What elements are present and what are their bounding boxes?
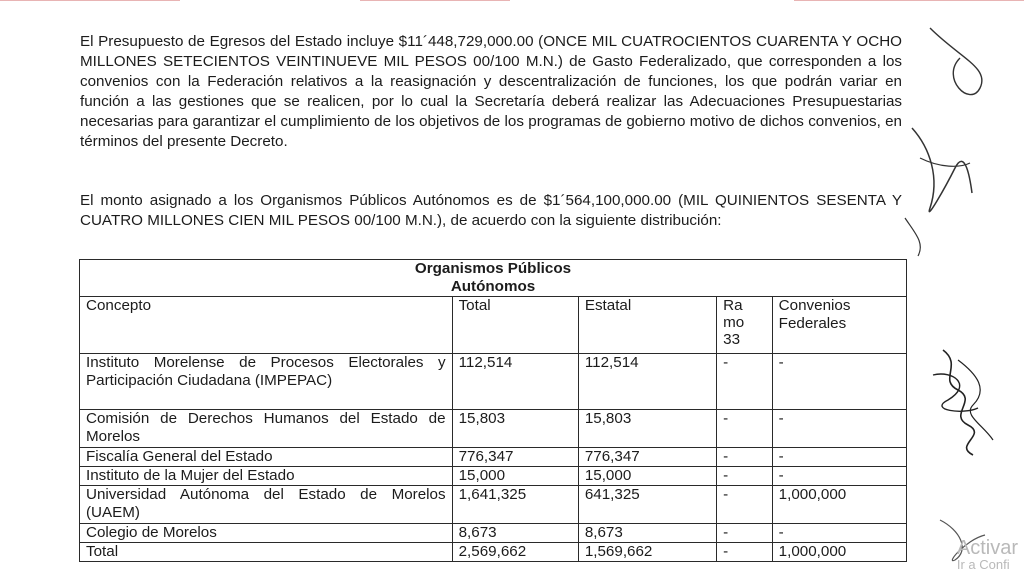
cell-concepto: Instituto Morelense de Procesos Electorales y Participación Ciudadana (IMPEPAC) — [80, 354, 453, 410]
organismos-table — [79, 259, 907, 562]
cell-estatal: 1,569,662 — [578, 543, 716, 562]
cell-convenios: - — [772, 448, 906, 467]
cell-ramo: - — [717, 448, 773, 467]
table-row — [80, 467, 907, 486]
cell-convenios: 1,000,000 — [772, 486, 906, 524]
cell-estatal: 112,514 — [578, 354, 716, 410]
watermark-line: Ir a Confi — [956, 557, 1010, 572]
table-row — [80, 448, 907, 467]
table-title-row — [80, 260, 907, 297]
header-ramo-part: mo — [723, 314, 745, 331]
cell-concepto: Comisión de Derechos Humanos del Estado de Morelos — [80, 410, 453, 448]
top-rule-segment — [0, 0, 180, 1]
table-title — [80, 260, 907, 297]
table-row — [80, 410, 907, 448]
cell-convenios: - — [772, 467, 906, 486]
header-total: Total — [452, 297, 578, 354]
cell-concepto: Fiscalía General del Estado — [80, 448, 453, 467]
table-title-line: Autónomos — [450, 278, 536, 295]
cell-concepto: Total — [80, 543, 453, 562]
table-header-row — [80, 297, 907, 354]
cell-estatal: 15,000 — [578, 467, 716, 486]
cell-estatal: 8,673 — [578, 524, 716, 543]
top-rule-segment — [360, 0, 510, 1]
header-concepto: Concepto — [80, 297, 453, 354]
signature-middle — [918, 330, 1018, 470]
cell-concepto: Colegio de Morelos — [80, 524, 453, 543]
cell-convenios: 1,000,000 — [772, 543, 906, 562]
top-rule-segment — [794, 0, 1024, 1]
header-ramo-part: 33 — [723, 331, 741, 348]
cell-estatal: 641,325 — [578, 486, 716, 524]
cell-ramo: - — [717, 524, 773, 543]
cell-estatal: 15,803 — [578, 410, 716, 448]
cell-ramo: - — [717, 543, 773, 562]
cell-ramo: - — [717, 486, 773, 524]
cell-concepto: Instituto de la Mujer del Estado — [80, 467, 453, 486]
header-convenios-federales: Convenios Federales — [772, 297, 906, 354]
cell-convenios: - — [772, 354, 906, 410]
table-row — [80, 524, 907, 543]
paragraph-organismos-autonomos: El monto asignado a los Organismos Públicos Autónomos es de $1´564,100,000.00 (MIL QUINIENTOS SESENTA Y CUATRO MILLONES CIEN MIL PESOS 00/100 M.N.), de acuerdo con la siguiente distribución: — [80, 192, 902, 229]
cell-total: 15,000 — [452, 467, 578, 486]
cell-ramo: - — [717, 467, 773, 486]
cell-total: 2,569,662 — [452, 543, 578, 562]
header-estatal: Estatal — [578, 297, 716, 354]
cell-estatal: 776,347 — [578, 448, 716, 467]
cell-total: 112,514 — [452, 354, 578, 410]
cell-concepto: Universidad Autónoma del Estado de Morelos (UAEM) — [80, 486, 453, 524]
table-total-row — [80, 543, 907, 562]
signature-top — [900, 18, 1010, 258]
cell-convenios: - — [772, 524, 906, 543]
cell-ramo: - — [717, 410, 773, 448]
cell-total: 1,641,325 — [452, 486, 578, 524]
cell-ramo: - — [717, 354, 773, 410]
watermark-line: Activar — [956, 537, 1018, 559]
cell-total: 15,803 — [452, 410, 578, 448]
activation-watermark — [957, 538, 1018, 572]
cut-off-next-line — [80, 570, 900, 580]
header-ramo-part: Ra — [723, 297, 743, 314]
cell-convenios: - — [772, 410, 906, 448]
header-ramo-33 — [717, 297, 773, 354]
cell-total: 776,347 — [452, 448, 578, 467]
cell-total: 8,673 — [452, 524, 578, 543]
table-row — [80, 354, 907, 410]
table-row — [80, 486, 907, 524]
top-rule — [0, 0, 1024, 2]
table-title-line: Organismos Públicos — [414, 260, 572, 277]
paragraph-gasto-federalizado: El Presupuesto de Egresos del Estado incluye $11´448,729,000.00 (ONCE MIL CUATROCIENTOS CUARENTA Y OCHO MILLONES SETECIENTOS VEINTINUEVE MIL PESOS 00/100 M.N.) de Gasto Federalizado, que corresponden a los convenios con la Federación relativos a la reasignación y descentralización de funciones, los que podrán variar en función a las gestiones que se realicen, por lo cual la Secretaría deberá realizar las Adecuaciones Presupuestarias necesarias para garantizar el cumplimiento de los objetivos de los programas de gobierno motivo de dichos convenios, en términos del presente Decreto. — [80, 33, 902, 150]
